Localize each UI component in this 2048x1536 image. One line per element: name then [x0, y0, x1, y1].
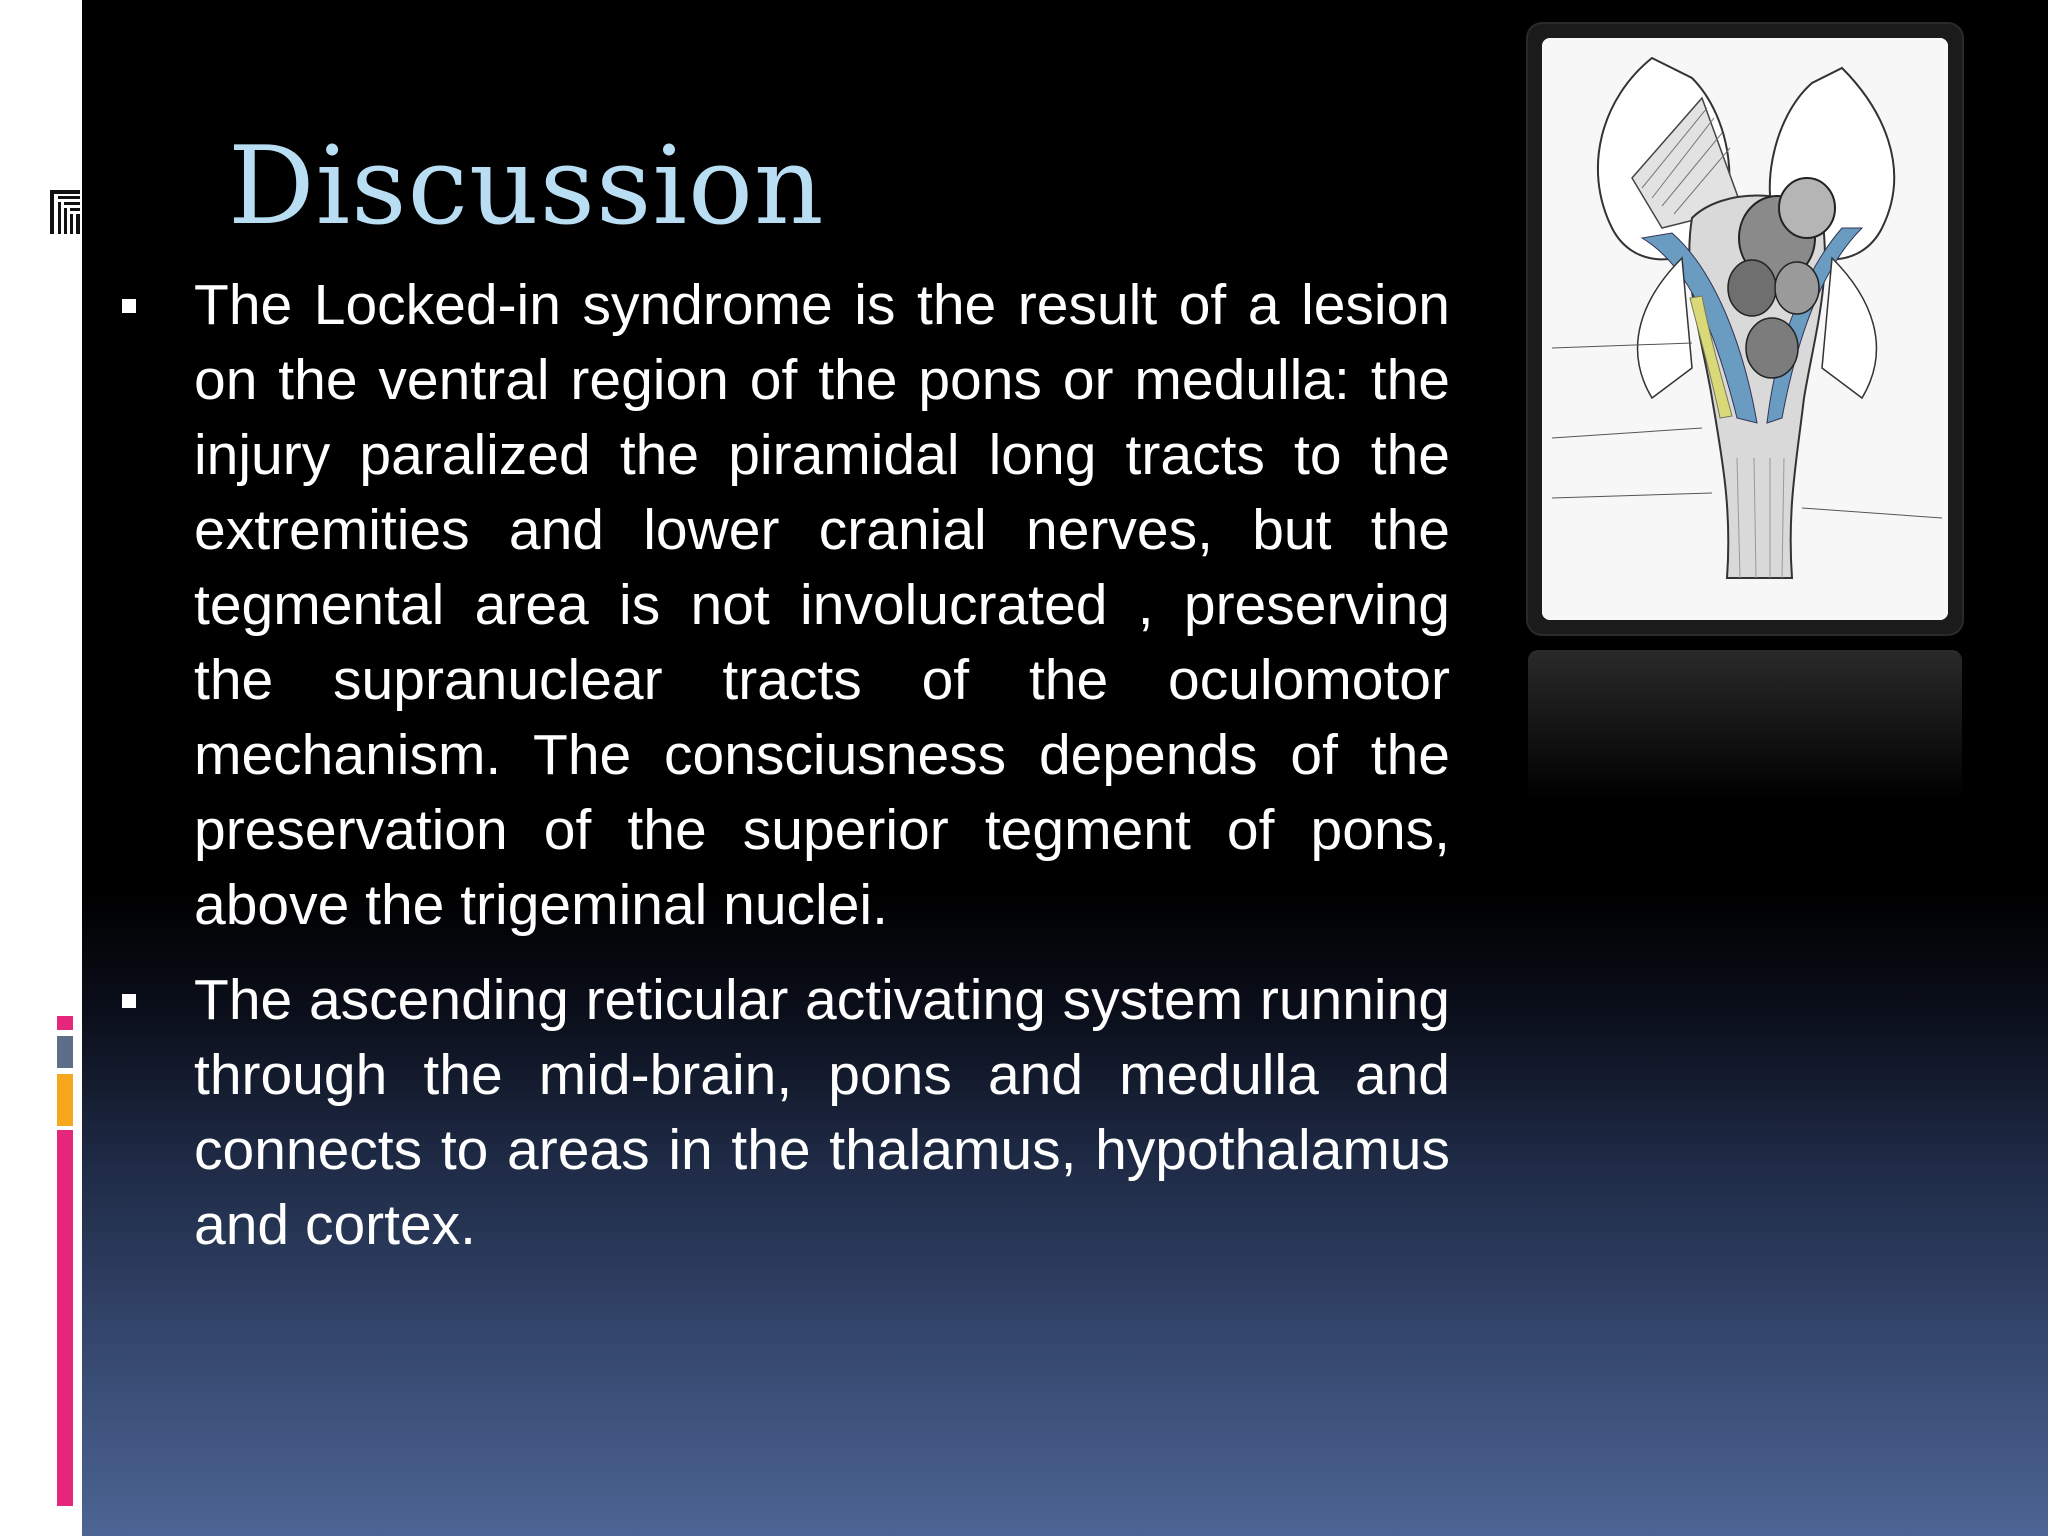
- bullet-item: [112, 963, 1450, 1263]
- bullet-text: The Locked-in syndrome is the result of a lesion on the ventral region of the pons or medulla: the injury paralized the piramidal long tracts to the extremities and lower cranial nerves, but the tegmental area is not involucrated , preserving the supranuclear tracts of the oculomotor mechanism. The consciusness depends of the preservation of the superior tegment of pons, above the trigeminal nuclei.: [194, 273, 1450, 937]
- bullet-item: [112, 268, 1450, 943]
- left-decorative-strip: [0, 0, 82, 1536]
- bullet-text: The ascending reticular activating system running through the mid-brain, pons and medulla and connects to areas in the thalamus, hypothalamus and cortex.: [194, 968, 1450, 1257]
- accent-bar-magenta: [57, 1130, 73, 1506]
- square-bullet-icon: [122, 299, 136, 313]
- accent-bar-orange: [57, 1074, 73, 1126]
- brainstem-illustration: [1542, 38, 1948, 620]
- bullet-list: [112, 268, 1450, 1283]
- anatomy-figure-frame: [1528, 24, 1962, 634]
- stripe-grid-decoration: [50, 190, 80, 234]
- anatomy-figure: [1542, 38, 1948, 620]
- square-bullet-icon: [122, 994, 136, 1008]
- accent-bar-slate: [57, 1036, 73, 1068]
- slide-title: Discussion: [228, 124, 825, 249]
- figure-reflection: [1528, 650, 1962, 800]
- accent-bar-magenta-top: [57, 1016, 73, 1030]
